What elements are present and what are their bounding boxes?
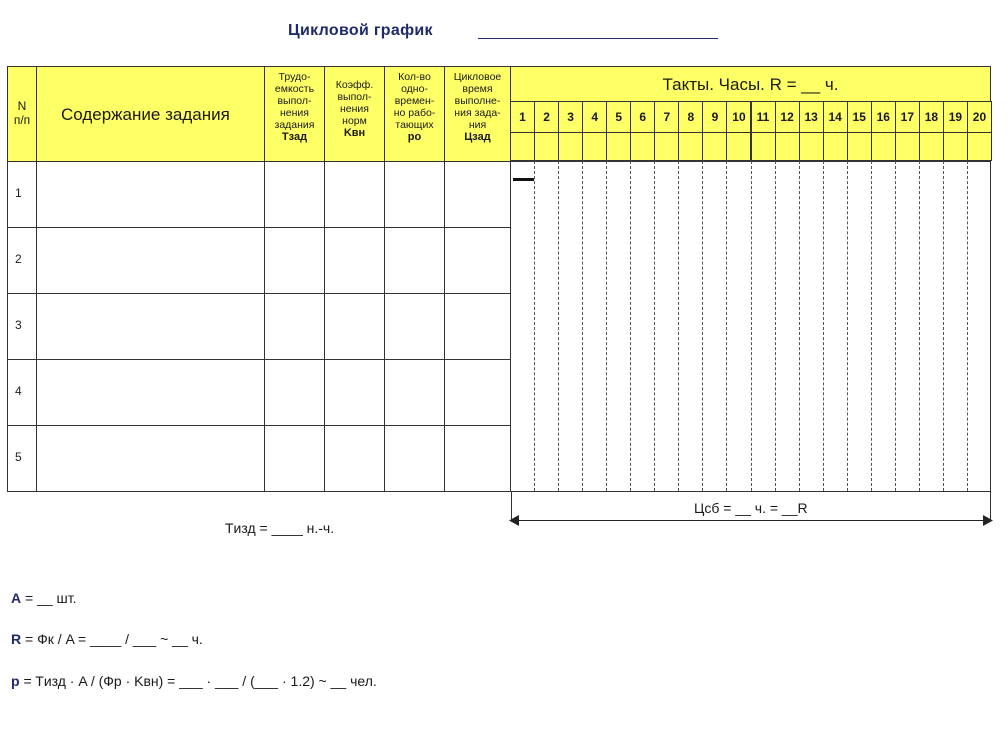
header-task-label: Содержание задания: [61, 105, 230, 124]
tact-dashed-divider: [967, 161, 968, 491]
arrow-tick-left: [511, 492, 512, 522]
header-cycle-line: Цикловое: [453, 71, 502, 83]
tact-subcell: [654, 132, 679, 161]
formula-r-var: R: [11, 631, 22, 647]
tact-subcell: [751, 132, 776, 161]
tact-dashed-divider: [919, 161, 920, 491]
tact-subcell: [702, 132, 727, 161]
cycle-total-arrow: [514, 520, 988, 521]
header-number-top: N: [17, 99, 27, 113]
tact-number: 20: [967, 101, 992, 133]
tact-title: Такты. Часы. R = __ ч.: [662, 75, 839, 94]
tact-number: 17: [895, 101, 920, 133]
tact-number: 7: [654, 101, 679, 133]
tact-number: 19: [943, 101, 968, 133]
tact-number: 8: [678, 101, 703, 133]
formula-a-rest: = __ шт.: [21, 590, 77, 606]
cycle-total-label: Цсб = __ ч. = __R: [694, 500, 808, 516]
formula-p: [11, 673, 377, 689]
column-divider: [510, 161, 511, 491]
column-divider: [36, 161, 37, 491]
header-labor-line: емкость: [274, 83, 315, 95]
formula-r: [11, 631, 203, 647]
header-workers-symbol: pо: [407, 131, 422, 143]
tact-number: 10: [726, 101, 751, 133]
header-labor-line: нения: [280, 107, 309, 119]
header-workers-line: времен-: [394, 95, 435, 107]
tact-subcell: [558, 132, 583, 161]
column-divider: [7, 161, 8, 491]
formula-a: [11, 590, 77, 606]
column-divider: [444, 161, 445, 491]
row-divider: [7, 293, 511, 294]
tact-number: 5: [606, 101, 631, 133]
tact-number: 12: [775, 101, 800, 133]
header-cycle-line: время: [462, 83, 493, 95]
header-coef-lines: [325, 79, 384, 127]
tact-number: 2: [534, 101, 559, 133]
header-coef-line: нения: [340, 103, 369, 115]
tact-subcell: [895, 132, 920, 161]
header-cycle-line: ния зада-: [454, 107, 501, 119]
formula-r-rest: = Фк / A = ____ / ___ ~ __ ч.: [21, 631, 203, 647]
tact-dashed-divider: [534, 161, 535, 491]
header-workers-line: одно-: [401, 83, 428, 95]
header-workers-line: но рабо-: [393, 107, 436, 119]
header-workers-line: тающих: [395, 119, 434, 131]
tact-subcell: [582, 132, 607, 161]
header-task: [36, 66, 265, 162]
row-number: 1: [15, 186, 22, 200]
row-number: 5: [15, 450, 22, 464]
tact-subcell: [847, 132, 872, 161]
arrow-right-icon: [982, 514, 994, 527]
formula-p-var: p: [11, 673, 20, 689]
tact-number: 15: [847, 101, 872, 133]
row-number: 2: [15, 252, 22, 266]
row-divider: [7, 425, 511, 426]
row-divider: [7, 491, 511, 492]
tact-number: 18: [919, 101, 944, 133]
tact-number: 9: [702, 101, 727, 133]
tact-number: 4: [582, 101, 607, 133]
row-number: 3: [15, 318, 22, 332]
header-cycle-symbol: Цзад: [464, 131, 491, 143]
tact-subcell: [630, 132, 655, 161]
header-cycle-line: ния: [468, 119, 487, 131]
tact-number: 6: [630, 101, 655, 133]
tact-dashed-divider: [630, 161, 631, 491]
header-labor-line: выпол-: [277, 95, 312, 107]
tact-subcell: [534, 132, 559, 161]
tact-zone-border: [510, 491, 991, 492]
tact-dashed-divider: [582, 161, 583, 491]
tact-dashed-divider: [678, 161, 679, 491]
header-labor-lines: [265, 71, 324, 131]
tact-number: 16: [871, 101, 896, 133]
tact-dashed-divider: [799, 161, 800, 491]
arrow-left-icon: [508, 514, 520, 527]
header-labor-line: задания: [274, 119, 315, 131]
tact-number: 13: [799, 101, 824, 133]
column-divider: [384, 161, 385, 491]
header-cycle-line: выполне-: [454, 95, 501, 107]
header-cycle: [444, 66, 511, 162]
formula-p-rest: = Tизд · A / (Фр · Kвн) = ___ · ___ / (___ · 1.2) ~ __ чел.: [19, 673, 377, 689]
column-divider: [990, 161, 991, 491]
tact-subcell: [799, 132, 824, 161]
tact-number: 3: [558, 101, 583, 133]
header-cycle-lines: [445, 71, 510, 131]
header-coef-line: Коэфф.: [335, 79, 374, 91]
tact-dashed-divider: [895, 161, 896, 491]
header-labor-line: Трудо-: [278, 71, 311, 83]
tact-dashed-divider: [726, 161, 727, 491]
tact-subcell: [967, 132, 992, 161]
row-number: 4: [15, 384, 22, 398]
page-title: [288, 22, 433, 40]
task-bar: [513, 178, 534, 181]
row-divider: [7, 359, 511, 360]
tact-dashed-divider: [702, 161, 703, 491]
header-workers-line: Кол-во: [398, 71, 431, 83]
formula-a-var: A: [11, 590, 22, 606]
tact-dashed-divider: [654, 161, 655, 491]
tact-subcell: [726, 132, 751, 161]
tact-dashed-divider: [943, 161, 944, 491]
tact-dashed-divider: [606, 161, 607, 491]
tact-dashed-divider: [775, 161, 776, 491]
header-workers: [384, 66, 445, 162]
tact-subcell: [606, 132, 631, 161]
header-workers-lines: [385, 71, 444, 131]
arrow-tick-right: [990, 492, 991, 522]
tact-number: 11: [751, 101, 776, 133]
tact-subcell: [943, 132, 968, 161]
tact-dashed-divider: [871, 161, 872, 491]
tact-dashed-divider: [558, 161, 559, 491]
tact-subcell: [510, 132, 535, 161]
tact-subcell: [919, 132, 944, 161]
tact-dashed-divider: [751, 161, 752, 491]
header-coef-line: норм: [342, 115, 367, 127]
row-divider: [7, 161, 511, 162]
header-coef-line: выпол-: [337, 91, 372, 103]
row-divider: [7, 227, 511, 228]
tact-dashed-divider: [847, 161, 848, 491]
title-text: Цикловой график: [288, 22, 433, 39]
header-coef-symbol: Kвн: [343, 127, 366, 139]
title-blank-line: [478, 38, 718, 39]
tact-subcell: [678, 132, 703, 161]
tact-subcell: [775, 132, 800, 161]
tact-subcell: [871, 132, 896, 161]
header-number-bottom: п/п: [13, 113, 31, 127]
t-product-label: Tизд = ____ н.-ч.: [225, 520, 335, 536]
column-divider: [264, 161, 265, 491]
column-divider: [324, 161, 325, 491]
header-number: [7, 66, 37, 162]
header-labor: [264, 66, 325, 162]
tact-dashed-divider: [823, 161, 824, 491]
header-labor-symbol: Tзад: [281, 131, 308, 143]
tact-number: 14: [823, 101, 848, 133]
header-coef: [324, 66, 385, 162]
tact-subcell: [823, 132, 848, 161]
tact-number: 1: [510, 101, 535, 133]
